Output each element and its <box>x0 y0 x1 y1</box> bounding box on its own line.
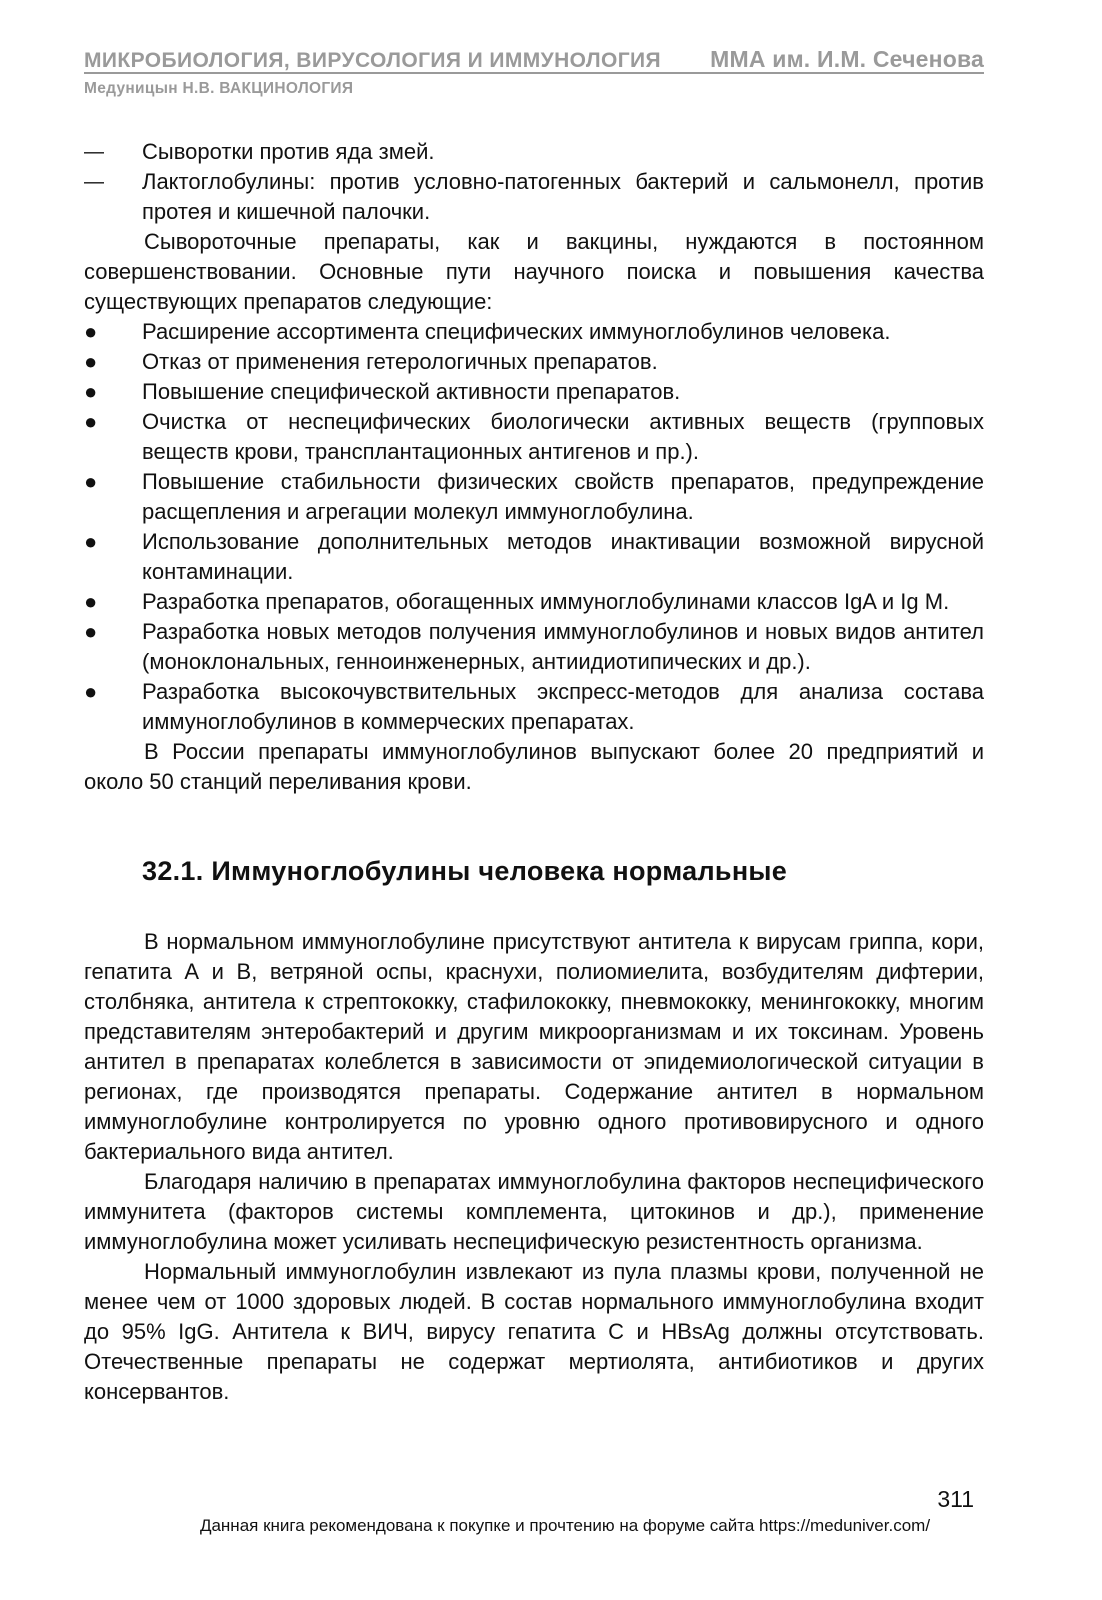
bullet-icon: ● <box>84 469 98 494</box>
list-item <box>84 677 984 737</box>
bullet-icon: ● <box>84 319 98 344</box>
bullet-icon: ● <box>84 349 98 374</box>
header-rule <box>84 72 984 74</box>
running-header <box>84 46 984 73</box>
intro-paragraph: Сывороточные препараты, как и вакцины, нуждаются в постоянном совершенствовании. Основные пути научного поиска и повышения качества существующих препаратов следующие: <box>84 229 984 314</box>
list-item <box>84 137 984 167</box>
list-item <box>84 617 984 677</box>
footer-note: Данная книга рекомендована к покупке и прочтению на форуме сайта https://meduniver.com/ <box>199 1516 931 1535</box>
body-paragraph: Нормальный иммуноглобулин извлекают из пула плазмы крови, полученной не менее чем от 1000 здоровых людей. В состав нормального иммуноглобулина входит до 95% IgG. Антитела к ВИЧ, вирусу гепатита С и HBsAg должны отсутствовать. Отечественные препараты не содержат мертиолята, антибиотиков и других консервантов. <box>84 1259 984 1404</box>
list-item <box>84 317 984 347</box>
body-paragraph: Благодаря наличию в препаратах иммуноглобулина факторов неспецифического иммунитета (факторов системы комплемента, цитокинов и др.), применение иммуноглобулина может усиливать неспецифическую резистентность организма. <box>84 1169 984 1254</box>
list-item-text: Расширение ассортимента специфических иммуноглобулинов человека. <box>142 319 891 344</box>
list-item-text: Использование дополнительных методов инактивации возможной вирусной контаминации. <box>142 529 984 584</box>
section-body <box>84 927 984 1407</box>
list-item-text: Разработка высокочувствительных экспресс-методов для анализа состава иммуноглобулинов в коммерческих препаратах. <box>142 679 984 734</box>
page-content <box>84 137 984 1407</box>
bullet-list <box>84 317 984 737</box>
list-item <box>84 347 984 377</box>
list-item <box>84 377 984 407</box>
dash-list <box>84 137 984 227</box>
bullet-icon: ● <box>84 379 98 404</box>
bullet-icon: ● <box>84 619 98 644</box>
list-item-text: Сыворотки против яда змей. <box>142 139 435 164</box>
list-item-text: Разработка препаратов, обогащенных иммуноглобулинами классов IgA и Ig M. <box>142 589 950 614</box>
running-subheader: Медуницын Н.В. ВАКЦИНОЛОГИЯ <box>84 80 354 97</box>
bullet-icon: ● <box>84 679 98 704</box>
dash-marker: — <box>84 171 104 193</box>
list-item-text: Повышение стабильности физических свойств препаратов, предупреждение расщепления и агрегации молекул иммуноглобулина. <box>142 469 984 524</box>
running-title-left: МИКРОБИОЛОГИЯ, ВИРУСОЛОГИЯ И ИММУНОЛОГИЯ <box>84 49 662 72</box>
list-item-text: Отказ от применения гетерологичных препаратов. <box>142 349 658 374</box>
list-item <box>84 167 984 227</box>
running-title-right: ММА им. И.М. Сеченова <box>710 46 984 72</box>
dash-marker: — <box>84 141 104 163</box>
list-item-text: Повышение специфической активности препаратов. <box>142 379 681 404</box>
body-paragraph: В нормальном иммуноглобулине присутствуют антитела к вирусам гриппа, кори, гепатита А и В, ветряной оспы, краснухи, полиомиелита, возбудителям дифтерии, столбняка, антитела к стрептококку, стафилококку, пневмококку, менингококку, многим представителям энтеробактерий и другим микроорганизмам и их токсинам. Уровень антител в препаратах колеблется в зависимости от эпидемиологической ситуации в регионах, где производятся препараты. Содержание антител в нормальном иммуноглобулине контролируется по уровню одного противовирусного и одного бактериального вида антител. <box>84 929 984 1164</box>
bullet-icon: ● <box>84 529 98 554</box>
section-heading: 32.1. Иммуноглобулины человека нормальные <box>142 856 788 886</box>
bullet-icon: ● <box>84 589 98 614</box>
list-item-text: Очистка от неспецифических биологически активных веществ (групповых веществ крови, трансплантационных антигенов и пр.). <box>142 409 984 464</box>
russia-paragraph: В России препараты иммуноглобулинов выпускают более 20 предприятий и около 50 станций переливания крови. <box>84 739 984 794</box>
page-number: 311 <box>937 1486 974 1512</box>
list-item <box>84 527 984 587</box>
list-item-text: Лактоглобулины: против условно-патогенных бактерий и сальмонелл, против протея и кишечной палочки. <box>142 169 984 224</box>
list-item <box>84 467 984 527</box>
list-item <box>84 587 984 617</box>
bullet-icon: ● <box>84 409 98 434</box>
list-item-text: Разработка новых методов получения иммуноглобулинов и новых видов антител (моноклональных, генноинженерных, антиидиотипических и др.). <box>142 619 984 674</box>
list-item <box>84 407 984 467</box>
